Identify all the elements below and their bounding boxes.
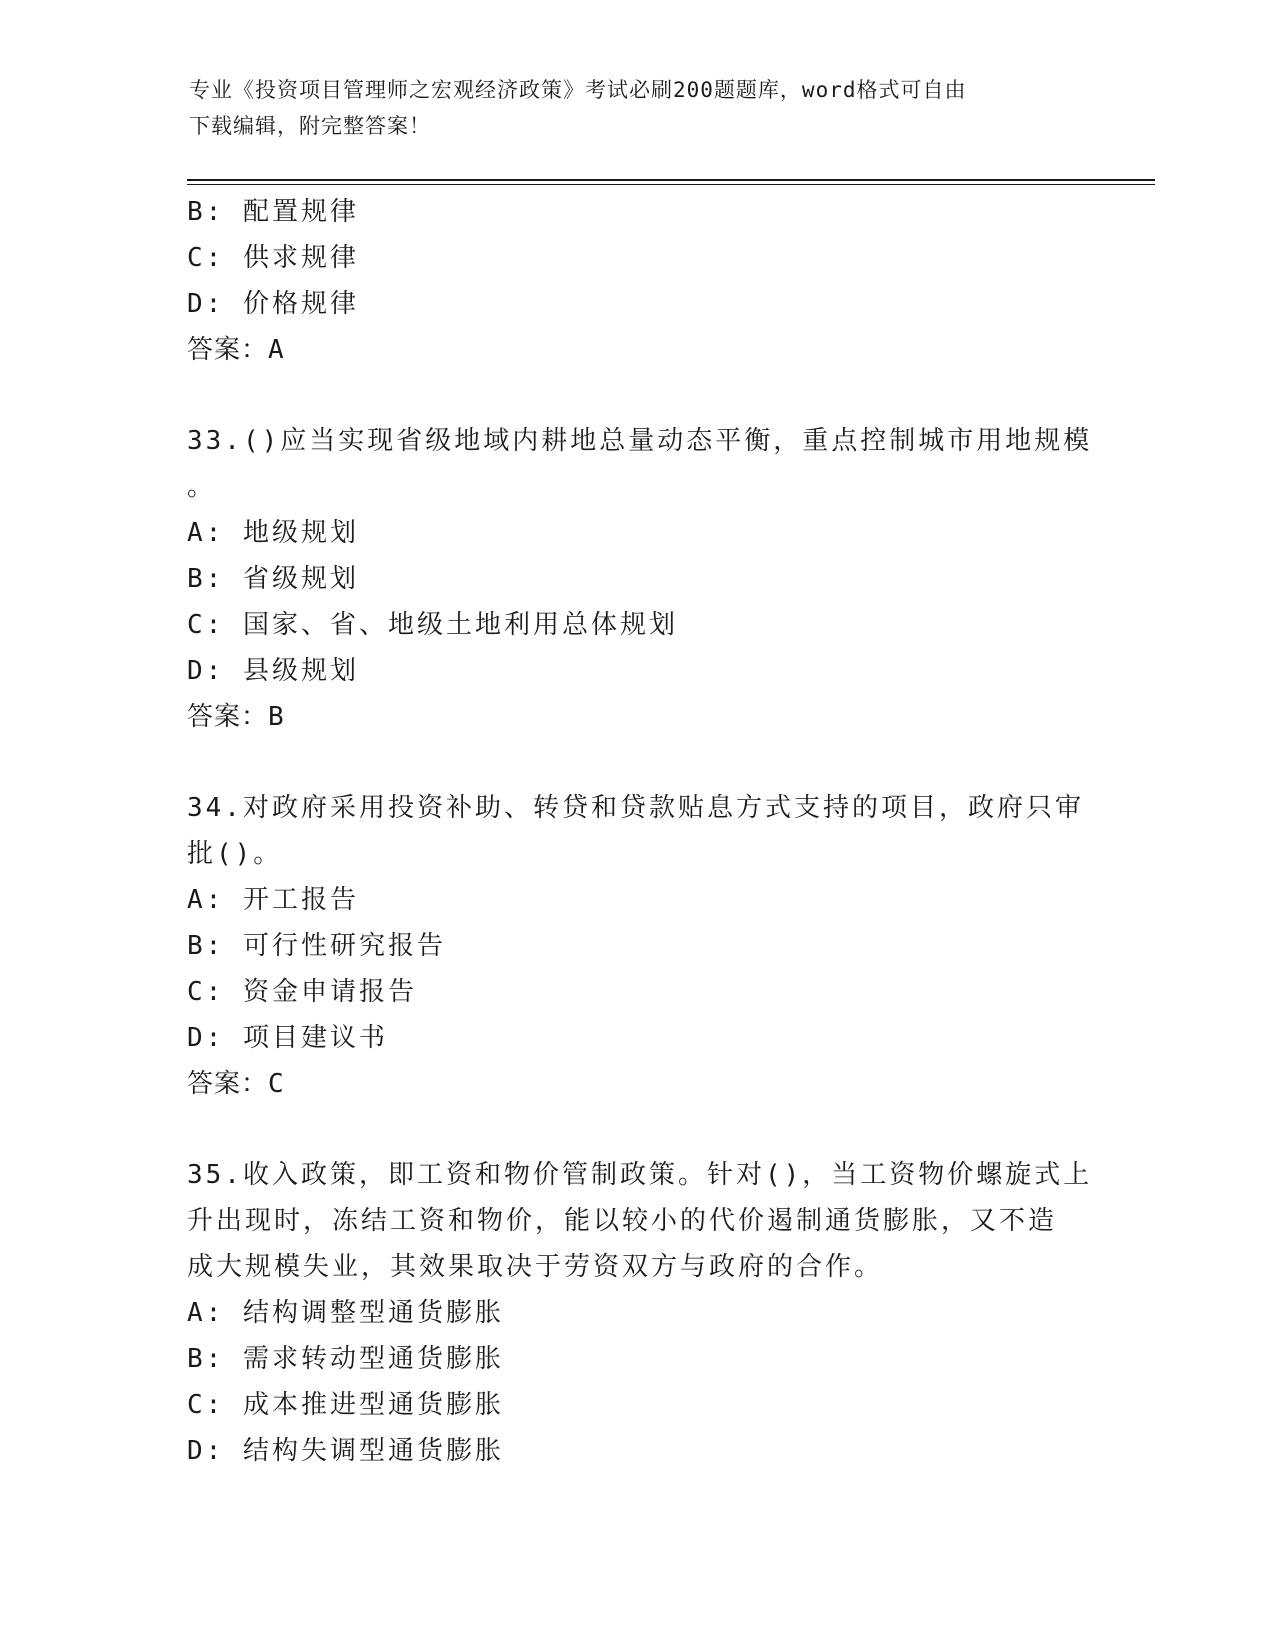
option-b: B: 可行性研究报告 <box>187 931 446 961</box>
document-header <box>189 72 1089 144</box>
option-d: D: 县级规划 <box>187 656 359 686</box>
option-c: C: 资金申请报告 <box>187 977 417 1007</box>
option-a: A: 开工报告 <box>187 885 359 915</box>
question-list <box>187 189 1093 1474</box>
header-line-2: 下载编辑，附完整答案！ <box>189 114 431 138</box>
question-35 <box>187 1152 1093 1474</box>
question-stem: 成大规模失业，其效果取决于劳资双方与政府的合作。 <box>187 1252 884 1282</box>
option-d: D: 结构失调型通货膨胀 <box>187 1436 504 1466</box>
question-32 <box>187 189 1087 373</box>
question-stem: 批()。 <box>187 839 283 869</box>
answer: 答案：A <box>187 335 285 365</box>
question-stem: 35.收入政策，即工资和物价管制政策。针对()，当工资物价螺旋式上 <box>187 1160 1093 1190</box>
header-rule-thin <box>187 184 1155 185</box>
answer: 答案：B <box>187 702 285 732</box>
question-stem: 33.()应当实现省级地域内耕地总量动态平衡，重点控制城市用地规模 <box>187 426 1093 456</box>
option-d: D: 项目建议书 <box>187 1023 388 1053</box>
option-c: C: 国家、省、地级土地利用总体规划 <box>187 610 678 640</box>
option-b: B: 需求转动型通货膨胀 <box>187 1344 504 1374</box>
option-b: B: 配置规律 <box>187 197 359 227</box>
header-line-1: 专业《投资项目管理师之宏观经济政策》考试必刷200题题库，word格式可自由 <box>189 78 967 102</box>
option-b: B: 省级规划 <box>187 564 359 594</box>
question-stem: 。 <box>187 472 217 502</box>
option-a: A: 地级规划 <box>187 518 359 548</box>
option-d: D: 价格规律 <box>187 289 359 319</box>
question-33 <box>187 418 1093 740</box>
option-c: C: 成本推进型通货膨胀 <box>187 1390 504 1420</box>
header-rule-thick <box>187 179 1155 181</box>
option-c: C: 供求规律 <box>187 243 359 273</box>
question-stem: 34.对政府采用投资补助、转贷和贷款贴息方式支持的项目，政府只审 <box>187 793 1084 823</box>
question-stem: 升出现时，冻结工资和物价，能以较小的代价遏制通货膨胀，又不造 <box>187 1206 1058 1236</box>
option-a: A: 结构调整型通货膨胀 <box>187 1298 504 1328</box>
answer: 答案：C <box>187 1069 285 1099</box>
question-34 <box>187 785 1087 1107</box>
